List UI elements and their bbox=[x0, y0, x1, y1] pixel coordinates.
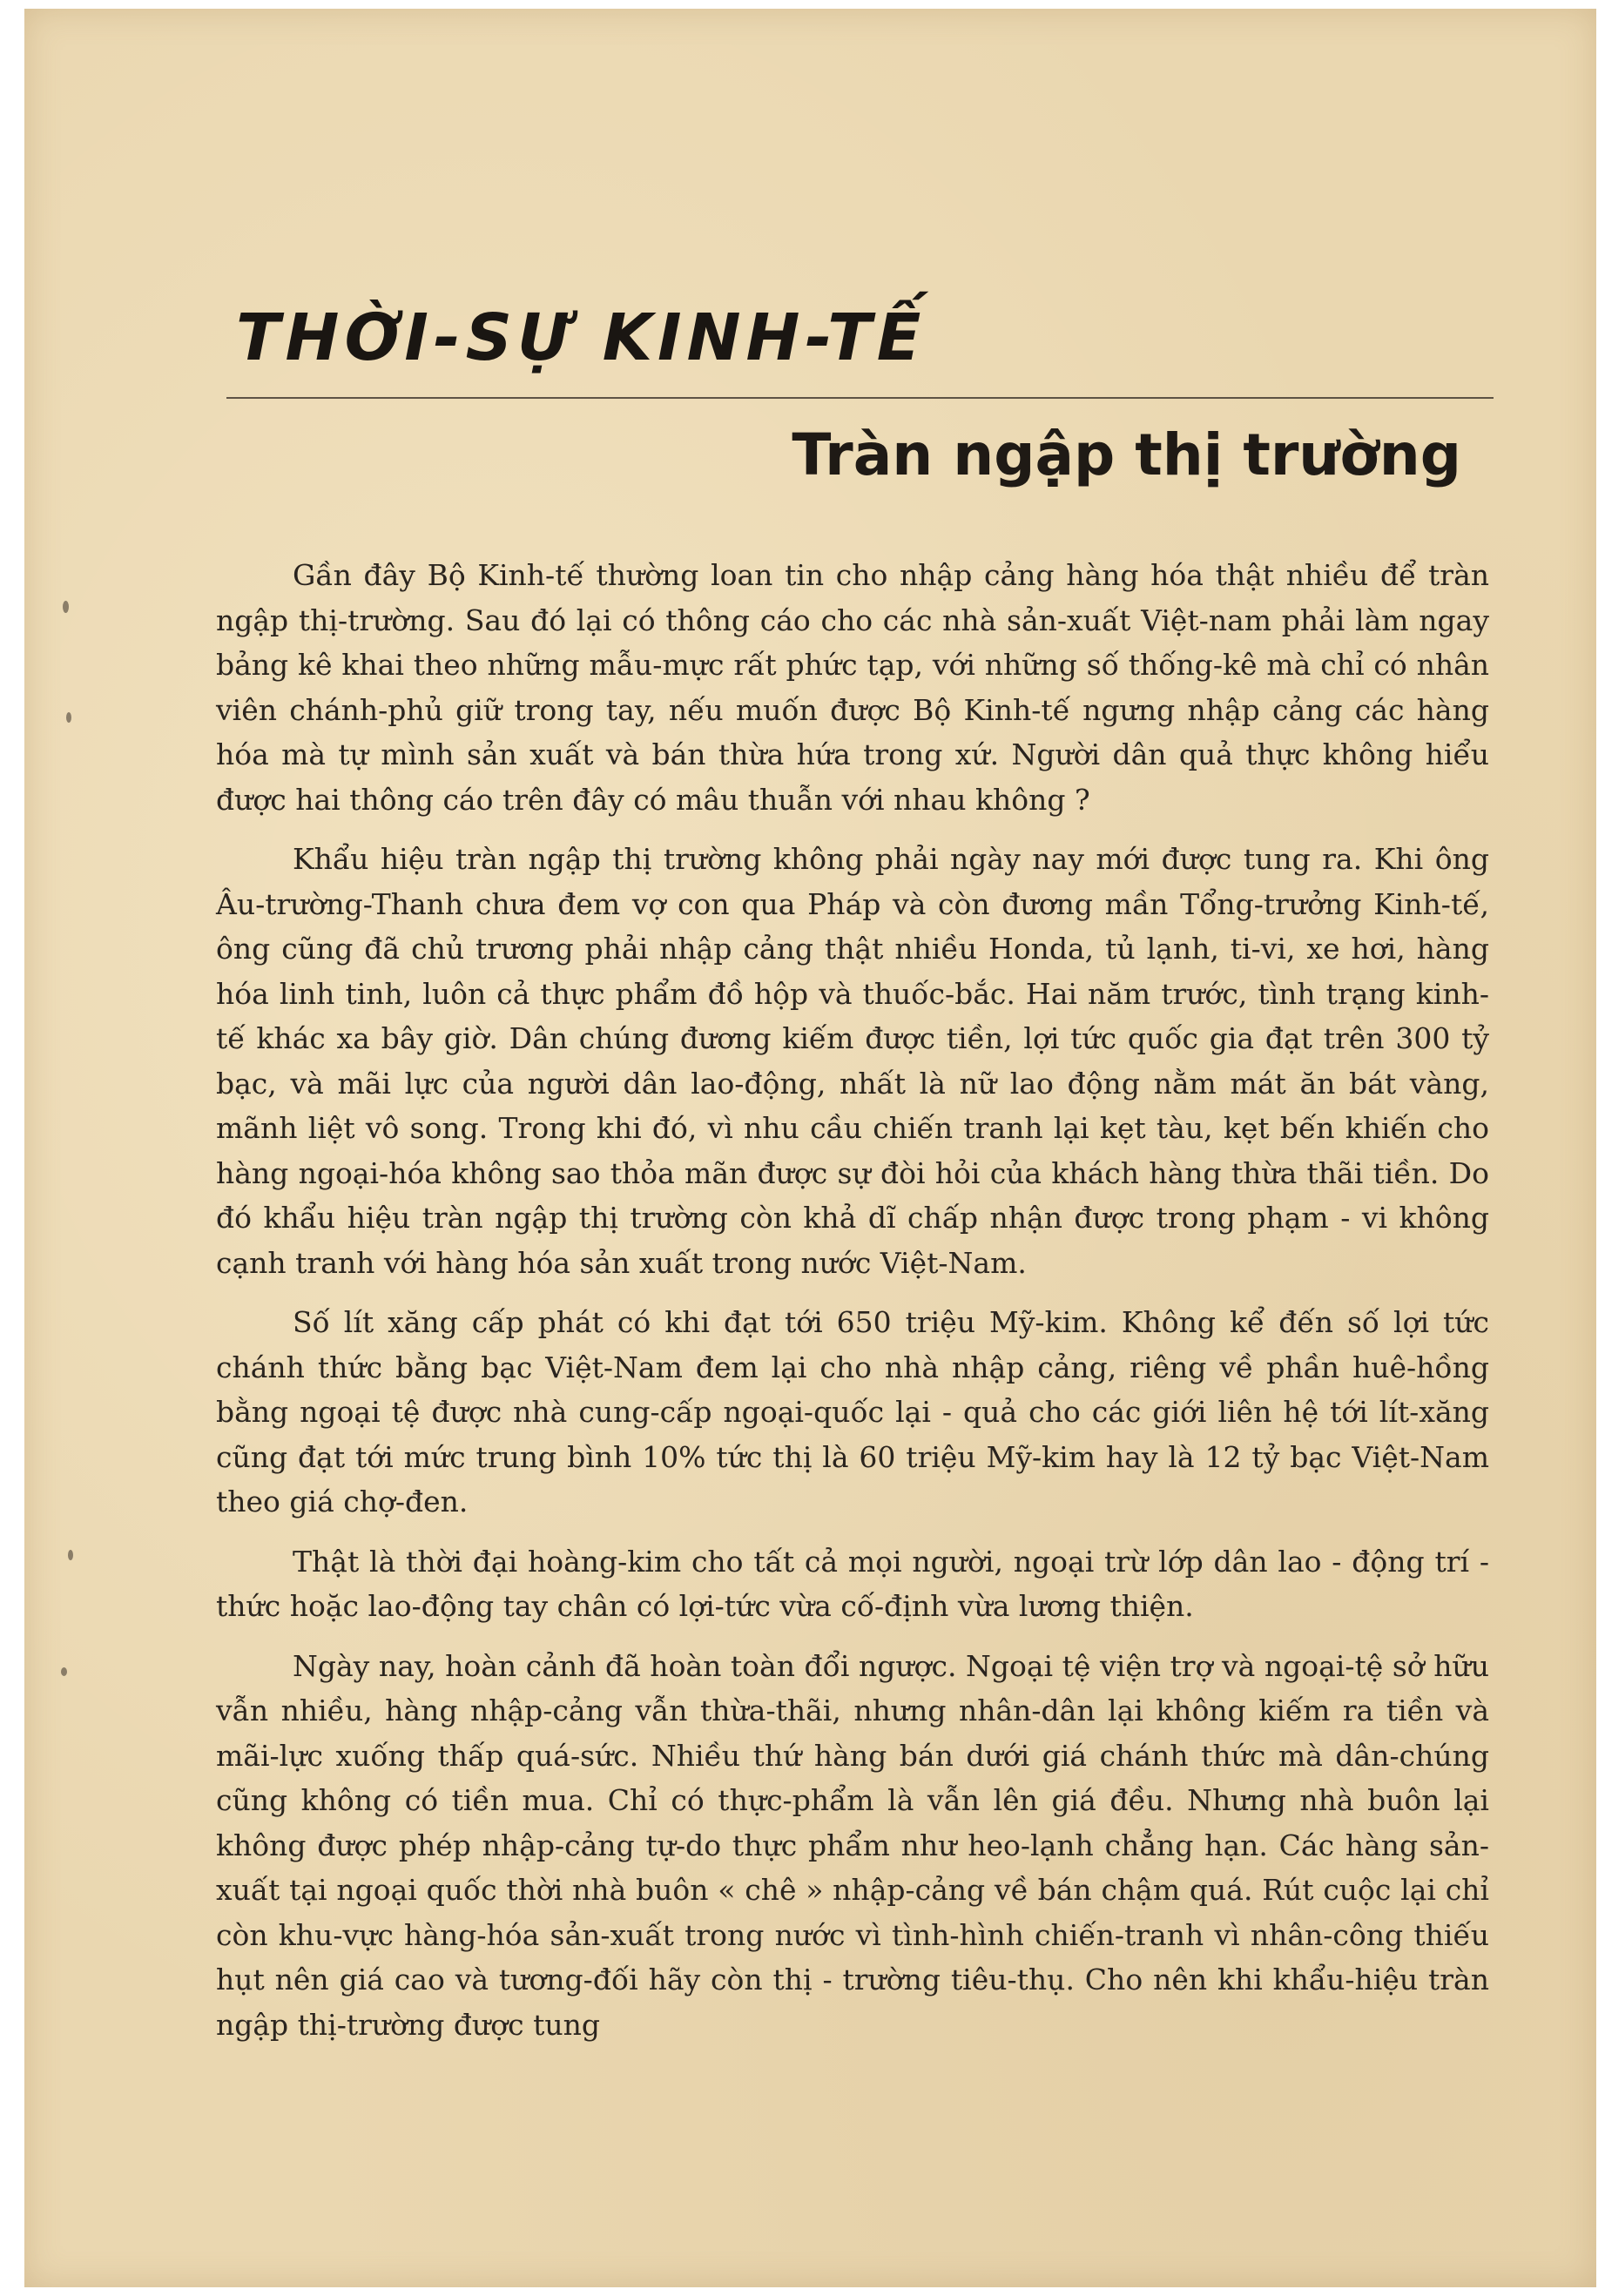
paper-speck bbox=[66, 712, 71, 723]
paper-speck bbox=[68, 1550, 73, 1560]
magazine-page bbox=[24, 9, 1596, 2287]
paragraph-5: Ngày nay, hoàn cảnh đã hoàn toàn đổi ngược. Ngoại tệ viện trợ và ngoại-tệ sở hữu vẫn nhiều, hàng nhập-cảng vẫn thừa-thãi, nhưng nhân-dân lại không kiếm ra tiền và mãi-lực xuống thấp quá-sức. Nhiều thứ hàng bán dưới giá chánh thức mà dân-chúng cũng không có tiền mua. Chỉ có thực-phẩm là vẫn lên giá đều. Nhưng nhà buôn lại không được phép nhập-cảng tự-do thực phẩm như heo-lạnh chẳng hạn. Các hàng sản-xuất tại ngoại quốc thời nhà buôn « chê » nhập-cảng về bán chậm quá. Rút cuộc lại chỉ còn khu-vực hàng-hóa sản-xuất trong nước vì tình-hình chiến-tranh vì nhân-công thiếu hụt nên giá cao và tương-đối hãy còn thị - trường tiêu-thụ. Cho nên khi khẩu-hiệu tràn ngập thị-trường được tung bbox=[216, 1648, 1489, 2042]
article-body bbox=[216, 553, 1489, 2062]
section-title: THỜI-SỰ KINH-TẾ bbox=[236, 300, 927, 375]
article-title: Tràn ngập thị trường bbox=[792, 421, 1461, 488]
paragraph-3: Số lít xăng cấp phát có khi đạt tới 650 triệu Mỹ-kim. Không kể đến số lợi tức chánh thức bằng bạc Việt-Nam đem lại cho nhà nhập cảng, riêng về phần huê-hồng bằng ngoại tệ được nhà cung-cấp ngoại-quốc lại - quả cho các giới liên hệ tới lít-xăng cũng đạt tới mức trung bình 10% tức thị là 60 triệu Mỹ-kim hay là 12 tỷ bạc Việt-Nam theo giá chợ-đen. bbox=[216, 1305, 1489, 1518]
paragraph-2: Khẩu hiệu tràn ngập thị trường không phải ngày nay mới được tung ra. Khi ông Âu-trường-Thanh chưa đem vợ con qua Pháp và còn đương mần Tổng-trưởng Kinh-tế, ông cũng đã chủ trương phải nhập cảng thật nhiều Honda, tủ lạnh, ti-vi, xe hơi, hàng hóa linh tinh, luôn cả thực phẩm đồ hộp và thuốc-bắc. Hai năm trước, tình trạng kinh-tế khác xa bây giờ. Dân chúng đương kiếm được tiền, lợi tức quốc gia đạt trên 300 tỷ bạc, và mãi lực của người dân lao-động, nhất là nữ lao động nằm mát ăn bát vàng, mãnh liệt vô song. Trong khi đó, vì nhu cầu chiến tranh lại kẹt tàu, kẹt bến khiến cho hàng ngoại-hóa không sao thỏa mãn được sự đòi hỏi của khách hàng thừa thãi tiền. Do đó khẩu hiệu tràn ngập thị trường còn khả dĩ chấp nhận được trong phạm - vi không cạnh tranh với hàng hóa sản xuất trong nước Việt-Nam. bbox=[216, 842, 1489, 1280]
paragraph-1: Gần đây Bộ Kinh-tế thường loan tin cho nhập cảng hàng hóa thật nhiều để tràn ngập thị-trường. Sau đó lại có thông cáo cho các nhà sản-xuất Việt-nam phải làm ngay bảng kê khai theo những mẫu-mực rất phức tạp, với những số thống-kê mà chỉ có nhân viên chánh-phủ giữ trong tay, nếu muốn được Bộ Kinh-tế ngưng nhập cảng các hàng hóa mà tự mình sản xuất và bán thừa hứa trong xứ. Người dân quả thực không hiểu được hai thông cáo trên đây có mâu thuẫn với nhau không ? bbox=[216, 558, 1489, 817]
paper-speck bbox=[61, 1667, 67, 1676]
title-divider bbox=[226, 397, 1494, 399]
paper-speck bbox=[63, 601, 69, 613]
paragraph-4: Thật là thời đại hoàng-kim cho tất cả mọi người, ngoại trừ lớp dân lao - động trí - thức hoặc lao-động tay chân có lợi-tức vừa cố-định vừa lương thiện. bbox=[216, 1544, 1489, 1623]
